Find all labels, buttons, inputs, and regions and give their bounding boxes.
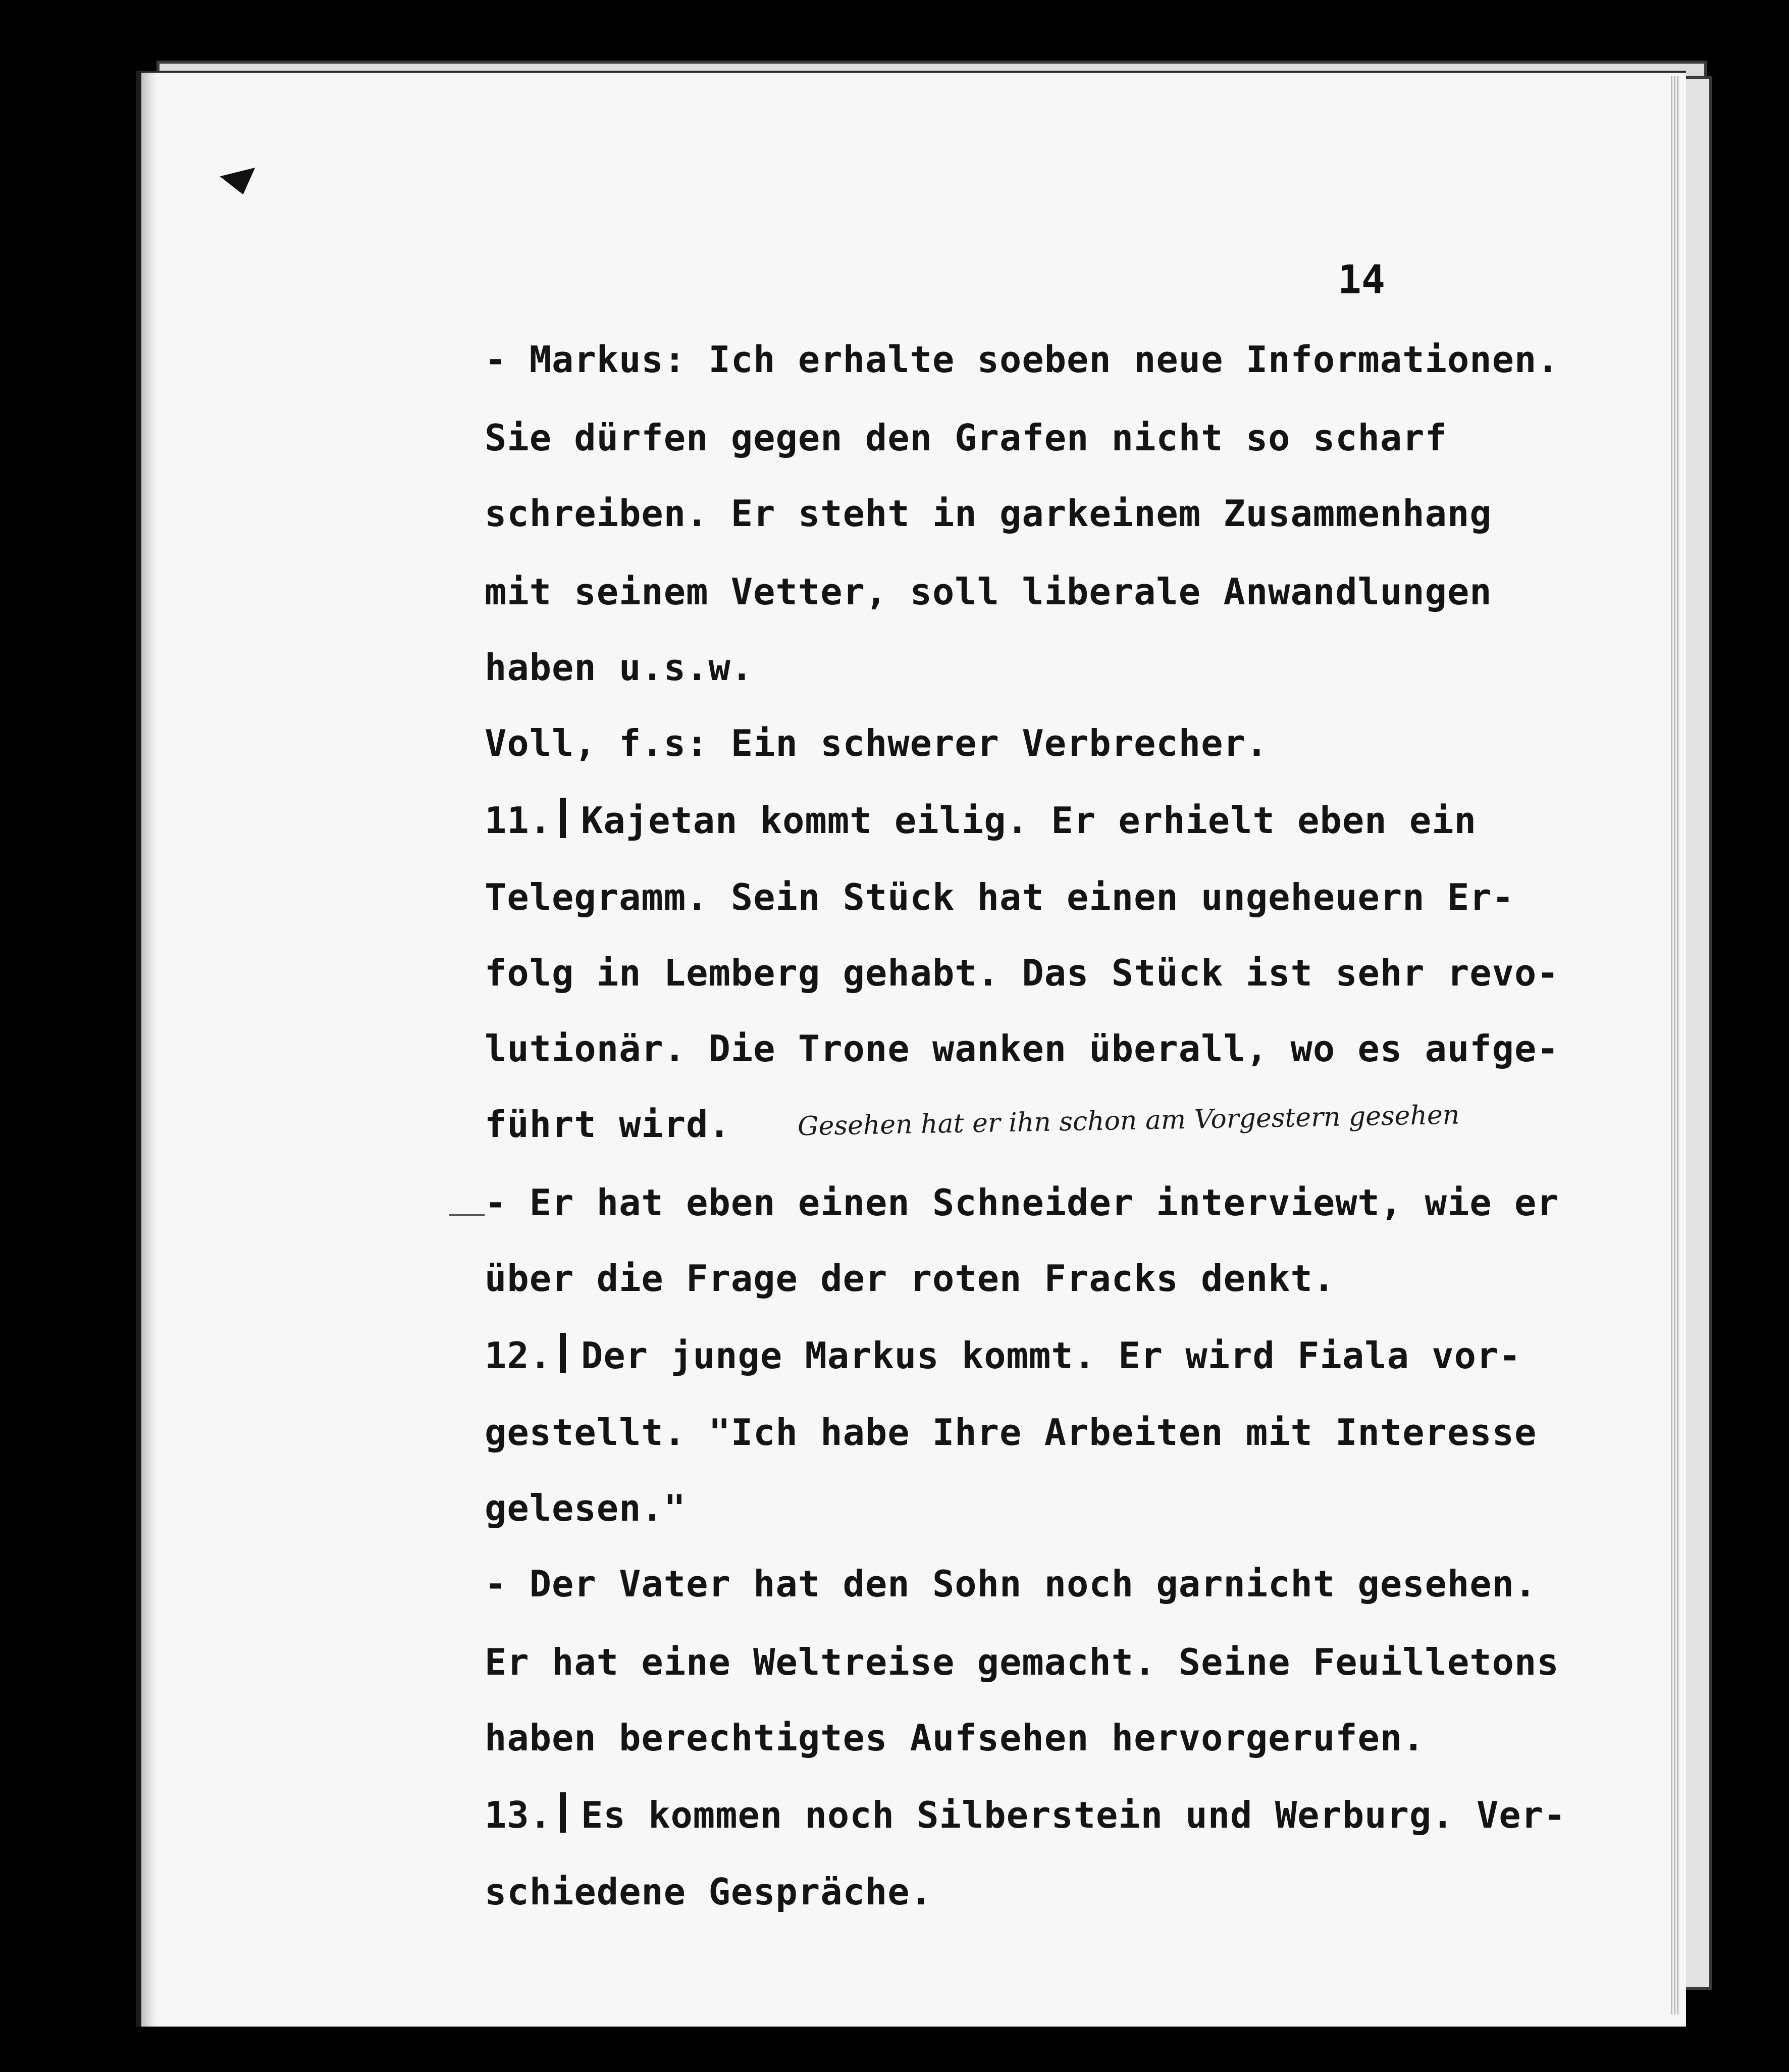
scene-number: 13.: [485, 1794, 552, 1836]
page-number: 14: [1338, 257, 1385, 303]
text-line: [485, 1871, 932, 1913]
line-text: Sie dürfen gegen den Grafen nicht so scharf: [485, 417, 1447, 459]
handwritten-note: Gesehen hat er ihn schon am Vorgestern gesehen: [797, 1100, 1460, 1142]
line-text: über die Frage der roten Fracks denkt.: [485, 1257, 1336, 1300]
text-line: [485, 1333, 1521, 1377]
text-line: [485, 1027, 1559, 1070]
text-line: [485, 571, 1492, 613]
line-text: haben berechtigtes Aufsehen hervorgerufen.: [485, 1717, 1425, 1759]
line-text: Es kommen noch Silberstein und Werburg. Ver-: [581, 1794, 1566, 1836]
text-line: [485, 1257, 1335, 1300]
text-line: [485, 1563, 1537, 1605]
text-line: [485, 1103, 731, 1146]
text-line: [485, 338, 1559, 381]
text-line: [485, 1487, 686, 1529]
scene-divider: [560, 1792, 566, 1833]
text-line: [485, 1411, 1537, 1454]
line-text: Der junge Markus kommt. Er wird Fiala vor-: [581, 1334, 1521, 1377]
text-line: [485, 722, 1268, 764]
pencil-dash: [449, 1214, 485, 1216]
line-text: mit seinem Vetter, soll liberale Anwandlungen: [485, 571, 1492, 613]
line-text: - Er hat eben einen Schneider interviewt, wie er: [485, 1181, 1559, 1224]
text-line: [485, 1181, 1559, 1224]
scene-divider: [560, 1333, 566, 1373]
text-line: [485, 876, 1514, 918]
text-line: [485, 492, 1492, 535]
line-text: gelesen.": [485, 1487, 687, 1529]
text-line: [485, 646, 753, 689]
scene-divider: [560, 798, 566, 838]
line-text: gestellt. "Ich habe Ihre Arbeiten mit Interesse: [485, 1411, 1537, 1454]
scene-number: 11.: [485, 799, 552, 842]
text-line: [485, 952, 1559, 994]
line-text: Kajetan kommt eilig. Er erhielt eben ein: [581, 799, 1477, 842]
line-text: folg in Lemberg gehabt. Das Stück ist sehr revo-: [485, 952, 1559, 994]
line-text: - Der Vater hat den Sohn noch garnicht gesehen.: [485, 1563, 1537, 1605]
line-text: Telegramm. Sein Stück hat einen ungeheuern Er-: [485, 876, 1514, 918]
line-text: schiedene Gespräche.: [485, 1871, 932, 1913]
text-line: [485, 417, 1447, 459]
line-text: Voll, f.s: Ein schwerer Verbrecher.: [485, 722, 1269, 764]
text-line: [485, 798, 1477, 842]
line-text: schreiben. Er steht in garkeinem Zusammenhang: [485, 492, 1492, 535]
text-line: [485, 1641, 1559, 1683]
scene-number: 12.: [485, 1334, 552, 1377]
text-line: [485, 1717, 1425, 1759]
line-text: haben u.s.w.: [485, 646, 754, 689]
line-text: lutionär. Die Trone wanken überall, wo es aufge-: [485, 1027, 1559, 1070]
line-text: - Markus: Ich erhalte soeben neue Informationen.: [485, 338, 1559, 381]
line-text: Er hat eine Weltreise gemacht. Seine Feuilletons: [485, 1641, 1559, 1683]
page-edge: [1671, 76, 1680, 2014]
line-text: führt wird.: [485, 1103, 731, 1146]
text-line: [485, 1792, 1566, 1836]
